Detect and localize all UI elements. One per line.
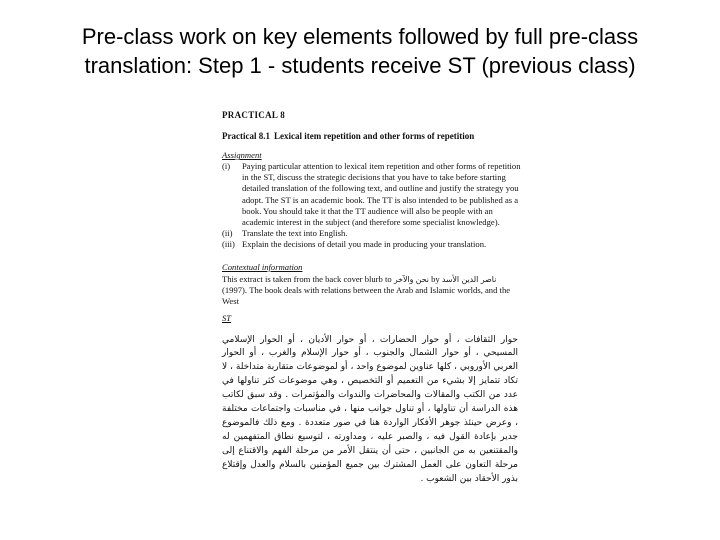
assignment-item xyxy=(222,161,522,228)
assignment-label: Assignment xyxy=(222,150,262,161)
item-text: Translate the text into English. xyxy=(242,227,348,238)
context-paragraph xyxy=(222,274,522,307)
context-text: This extract is taken from the back cover blurb to xyxy=(222,274,392,285)
item-marker: (iii) xyxy=(222,238,235,249)
context-label: Contextual information xyxy=(222,262,303,273)
heading-title: Lexical item repetition and other forms of repetition xyxy=(273,131,475,142)
practical-label: PRACTICAL 8 xyxy=(222,110,286,120)
practical-heading xyxy=(222,131,522,142)
item-text: Explain the decisions of detail you made in producing your translation. xyxy=(242,238,487,249)
st-label: ST xyxy=(222,313,232,324)
item-marker: (ii) xyxy=(222,227,233,238)
heading-number: Practical 8.1 xyxy=(222,131,270,142)
context-text-continued: (1997). The book deals with relations between the Arab and Islamic worlds, and the West xyxy=(222,285,511,307)
item-marker: (i) xyxy=(222,161,231,172)
context-author: ناصر الدين الأسد xyxy=(441,275,497,285)
assignment-item xyxy=(222,239,522,250)
assignment-item xyxy=(222,228,522,239)
item-text: Paying particular attention to lexical item repetition and other forms of repetition in the ST, discuss the strategic decisions that you have to take before starting detailed translation of the following text, and outline and justify the strategy you adopt. The ST is an academic book. The TT is also intended to be published as a book. You should take it that the TT audience will also be people with an academic interest in the subject (and therefore some specialist knowledge). xyxy=(242,161,521,227)
context-by: by xyxy=(431,274,440,285)
source-text-arabic: حوار الثقافات ، أو حوار الحضارات ، أو حوار الأديان ، أو الحوار الإسلامي المسيحي ، أو حوار الشمال والجنوب ، أو حوار الإسلام والغرب ، أو الحوار العربي الأوروبي ، كلها عناوين لموضوع واحد ، أو لموضوعات متقاربة متداخلة ، لا تكاد تتمايز إلا بشيء من التعميم أو التخصيص ، وهي موضوعات كثر تناولها في عدد من الكتب والمقالات والمحاضرات والندوات والمؤتمرات . وقد سبق لكاتب هذه الدراسة أن تناولها ، أو تناول جوانب منها ، في مناسبات واجتماعات مختلفة ، وعرض حينئذ جوهر الأفكار الواردة هنا في صور متعددة . ومع ذلك فالموضوع جدير بإعادة القول فيه ، والصبر عليه ، ومداورته ، لتوسيع نطاق المتفهمين له والمقتنعين به من الجانبين ، حتى أن ينتقل الأمر من مرحلة الفهم والاقتناع إلى مرحلة التعاون على العمل المشترك بين جميع المؤمنين بالسلام والعدل وإقتلاع بذور الأحقاد بين الشعوب . xyxy=(222,334,518,484)
slide-title: Pre-class work on key elements followed by full pre-class translation: Step 1 - students receive ST (previous class) xyxy=(81,24,639,78)
context-book-title: نحن والآخر xyxy=(393,275,429,285)
document-scan xyxy=(222,110,522,486)
